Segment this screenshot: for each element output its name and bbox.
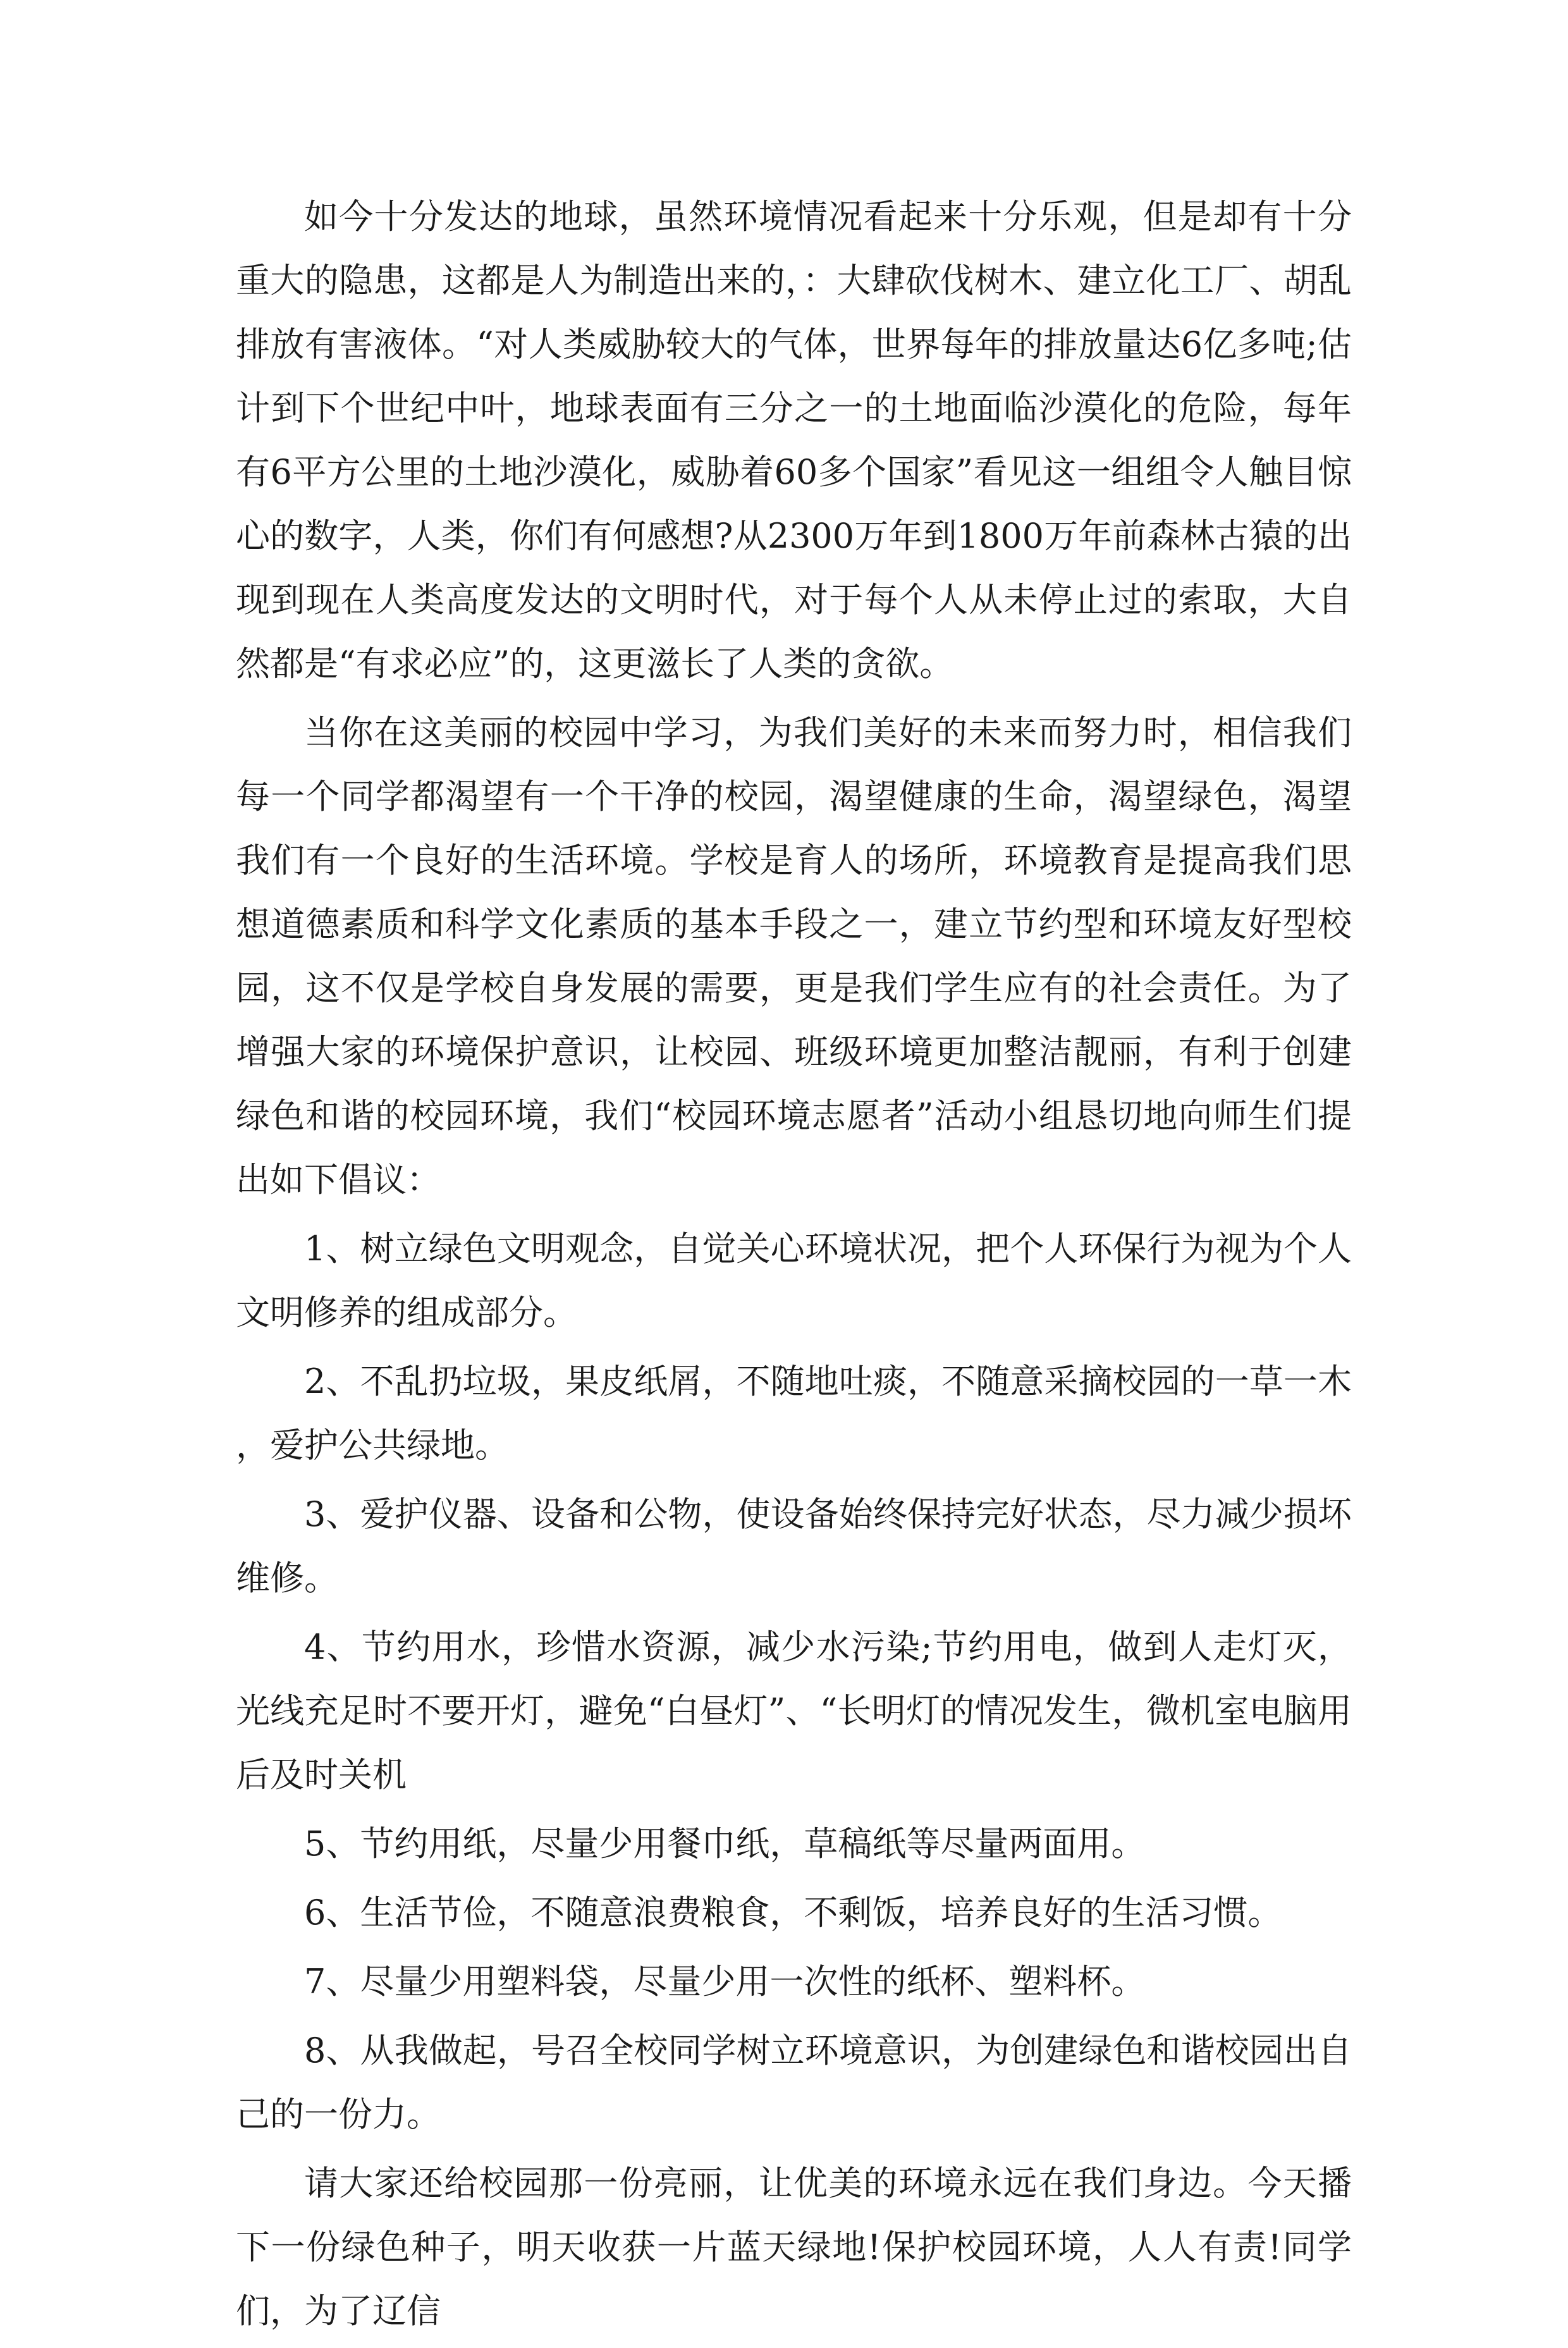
proposal-item-7: 7、尽量少用塑料袋，尽量少用一次性的纸杯、塑料杯。 bbox=[304, 1962, 1146, 2001]
closing-paragraph: 请大家还给校园那一份亮丽，让优美的环境永远在我们身边。今天播下一份绿色种子，明天收获一片蓝天绿地!保护校园环境，人人有责!同学们，为了辽信 bbox=[236, 2163, 1352, 2331]
proposal-item-3: 3、爱护仪器、设备和公物，使设备始终保持完好状态，尽力减少损坏维修。 bbox=[236, 1494, 1352, 1598]
proposal-item-4: 4、节约用水，珍惜水资源，减少水污染;节约用电，做到人走灯灭，光线充足时不要开灯，避免“白昼灯”、“长明灯的情况发生，微机室电脑用后及时关机 bbox=[236, 1627, 1352, 1795]
proposal-item-6: 6、生活节俭，不随意浪费粮食，不剩饭，培养良好的生活习惯。 bbox=[304, 1893, 1282, 1933]
proposal-item-8: 8、从我做起，号召全校同学树立环境意识，为创建绿色和谐校园出自己的一份力。 bbox=[236, 2031, 1352, 2134]
intro-paragraph: 如今十分发达的地球，虽然环境情况看起来十分乐观，但是却有十分重大的隐患，这都是人为制造出来的，：大肆砍伐树木、建立化工厂、胡乱排放有害液体。“对人类威胁较大的气体，世界每年的排放量达6亿多吨;估计到下个世纪中叶，地球表面有三分之一的土地面临沙漠化的危险，每年有6平方公里的土地沙漠化，威胁着60多个国家”看见这一组组令人触目惊心的数字，人类，你们有何感想?从2300万年到1800万年前森林古猿的出现到现在人类高度发达的文明时代，对于每个人从未停止过的索取，大自然都是“有求必应”的，这更滋长了人类的贪欲。 bbox=[236, 197, 1352, 684]
proposal-item-2: 2、不乱扔垃圾，果皮纸屑，不随地吐痰，不随意采摘校园的一草一木，爱护公共绿地。 bbox=[236, 1361, 1352, 1465]
proposal-paragraph: 当你在这美丽的校园中学习，为我们美好的未来而努力时，相信我们每一个同学都渴望有一个干净的校园，渴望健康的生命，渴望绿色，渴望我们有一个良好的生活环境。学校是育人的场所，环境教育是提高我们思想道德素质和科学文化素质的基本手段之一，建立节约型和环境友好型校园，这不仅是学校自身发展的需要，更是我们学生应有的社会责任。为了增强大家的环境保护意识，让校园、班级环境更加整洁靓丽，有利于创建绿色和谐的校园环境，我们“校园环境志愿者”活动小组恳切地向师生们提出如下倡议： bbox=[236, 713, 1352, 1200]
proposal-item-5: 5、节约用纸，尽量少用餐巾纸，草稿纸等尽量两面用。 bbox=[304, 1824, 1146, 1864]
document-body bbox=[236, 185, 1352, 2348]
proposal-item-1: 1、树立绿色文明观念，自觉关心环境状况，把个人环保行为视为个人文明修养的组成部分。 bbox=[236, 1229, 1352, 1332]
